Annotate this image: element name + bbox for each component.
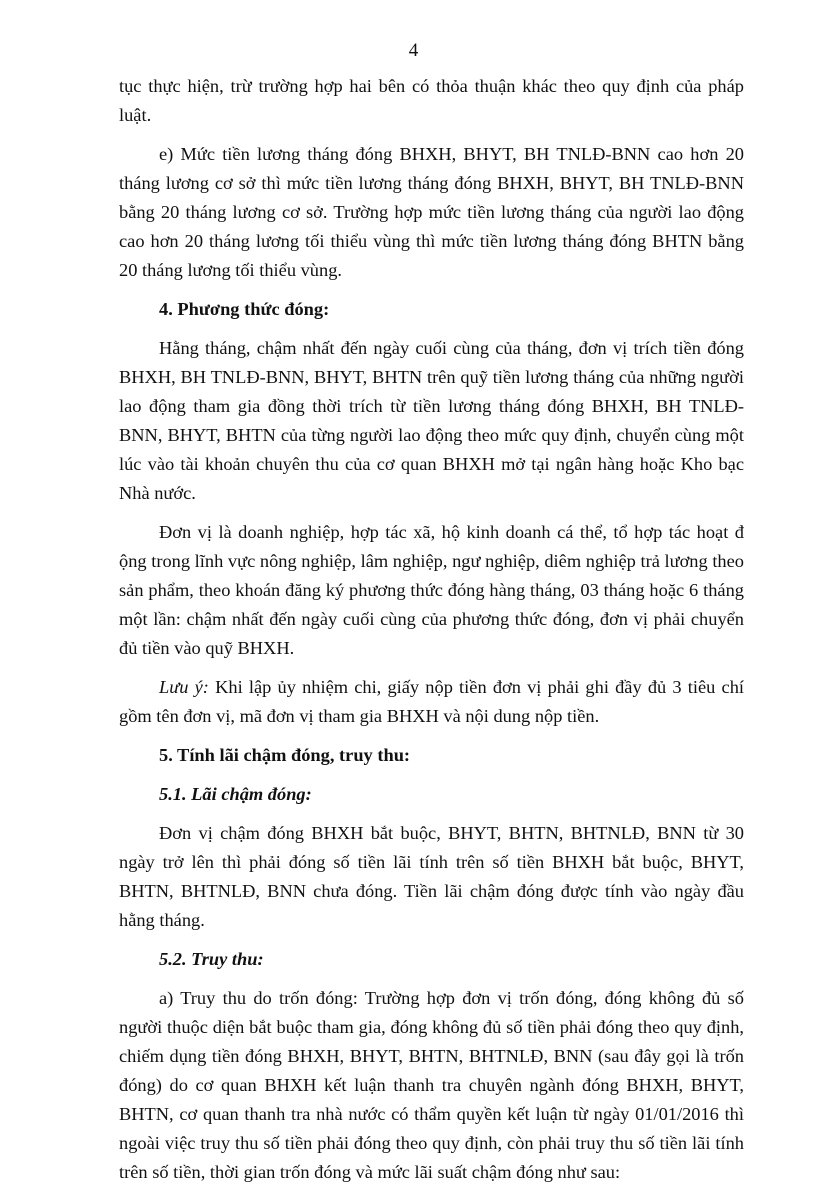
- paragraph-item-e: e) Mức tiền lương tháng đóng BHXH, BHYT, BH TNLĐ-BNN cao hơn 20 tháng lương cơ sở thì mức tiền lương tháng đóng BHXH, BHYT, BH TNLĐ-BNN bằng 20 tháng lương cơ sở. Trường hợp mức tiền lương tháng của người lao động cao hơn 20 tháng lương tối thiểu vùng thì mức tiền lương tháng đóng BHTN bằng 20 tháng lương tối thiểu vùng.: [119, 144, 744, 280]
- page-number: 4: [408, 40, 419, 61]
- paragraph-continuation: tục thực hiện, trừ trường hợp hai bên có thỏa thuận khác theo quy định của pháp luật.: [119, 76, 744, 125]
- paragraph-enterprise-payment: Đơn vị là doanh nghiệp, hợp tác xã, hộ kinh doanh cá thể, tổ hợp tác hoạt đ ộng trong lĩnh vực nông nghiệp, lâm nghiệp, ngư nghiệp, diêm nghiệp trả lương theo sản phẩm, theo khoán đăng ký phương thức đóng hàng tháng, 03 tháng hoặc 6 tháng một lần: chậm nhất đến ngày cuối cùng của phương thức đóng, đơn vị phải chuyển đủ tiền vào quỹ BHXH.: [119, 522, 744, 658]
- paragraph-late-interest: Đơn vị chậm đóng BHXH bắt buộc, BHYT, BHTN, BHTNLĐ, BNN từ 30 ngày trở lên thì phải đóng số tiền lãi tính trên số tiền BHXH bắt buộc, BHYT, BHTN, BHTNLĐ, BNN chưa đóng. Tiền lãi chậm đóng được tính vào ngày đầu hằng tháng.: [119, 823, 744, 930]
- note-label: Lưu ý:: [159, 677, 209, 697]
- paragraph-monthly-payment: Hằng tháng, chậm nhất đến ngày cuối cùng của tháng, đơn vị trích tiền đóng BHXH, BH TNLĐ-BNN, BHYT, BHTN trên quỹ tiền lương tháng của những người lao động tham gia đồng thời trích từ tiền lương tháng đóng BHXH, BH TNLĐ-BNN, BHYT, BHTN của từng người lao động theo mức quy định, chuyển cùng một lúc vào tài khoản chuyên thu của cơ quan BHXH mở tại ngân hàng hoặc Kho bạc Nhà nước.: [119, 338, 744, 503]
- paragraph-note: [119, 673, 744, 731]
- document-body: [119, 72, 744, 1197]
- heading-section-5-2: 5.2. Truy thu:: [159, 949, 264, 969]
- heading-section-4: 4. Phương thức đóng:: [159, 299, 330, 319]
- heading-section-5: 5. Tính lãi chậm đóng, truy thu:: [159, 745, 411, 765]
- paragraph-recovery: a) Truy thu do trốn đóng: Trường hợp đơn vị trốn đóng, đóng không đủ số người thuộc diện bắt buộc tham gia, đóng không đủ số tiền phải đóng theo quy định, chiếm dụng tiền đóng BHXH, BHYT, BHTN, BHTNLĐ, BNN (sau đây gọi là trốn đóng) do cơ quan BHXH kết luận thanh tra chuyên ngành đóng BHXH, BHYT, BHTN, cơ quan thanh tra nhà nước có thẩm quyền kết luận từ ngày 01/01/2016 thì ngoài việc truy thu số tiền phải đóng theo quy định, còn phải truy thu số tiền lãi tính trên số tiền, thời gian trốn đóng và mức lãi suất chậm đóng như sau:: [119, 988, 744, 1182]
- heading-section-5-1: 5.1. Lãi chậm đóng:: [159, 784, 312, 804]
- note-text: Khi lập ủy nhiệm chi, giấy nộp tiền đơn vị phải ghi đầy đủ 3 tiêu chí gồm tên đơn vị, mã đơn vị tham gia BHXH và nội dung nộp tiền.: [119, 677, 744, 726]
